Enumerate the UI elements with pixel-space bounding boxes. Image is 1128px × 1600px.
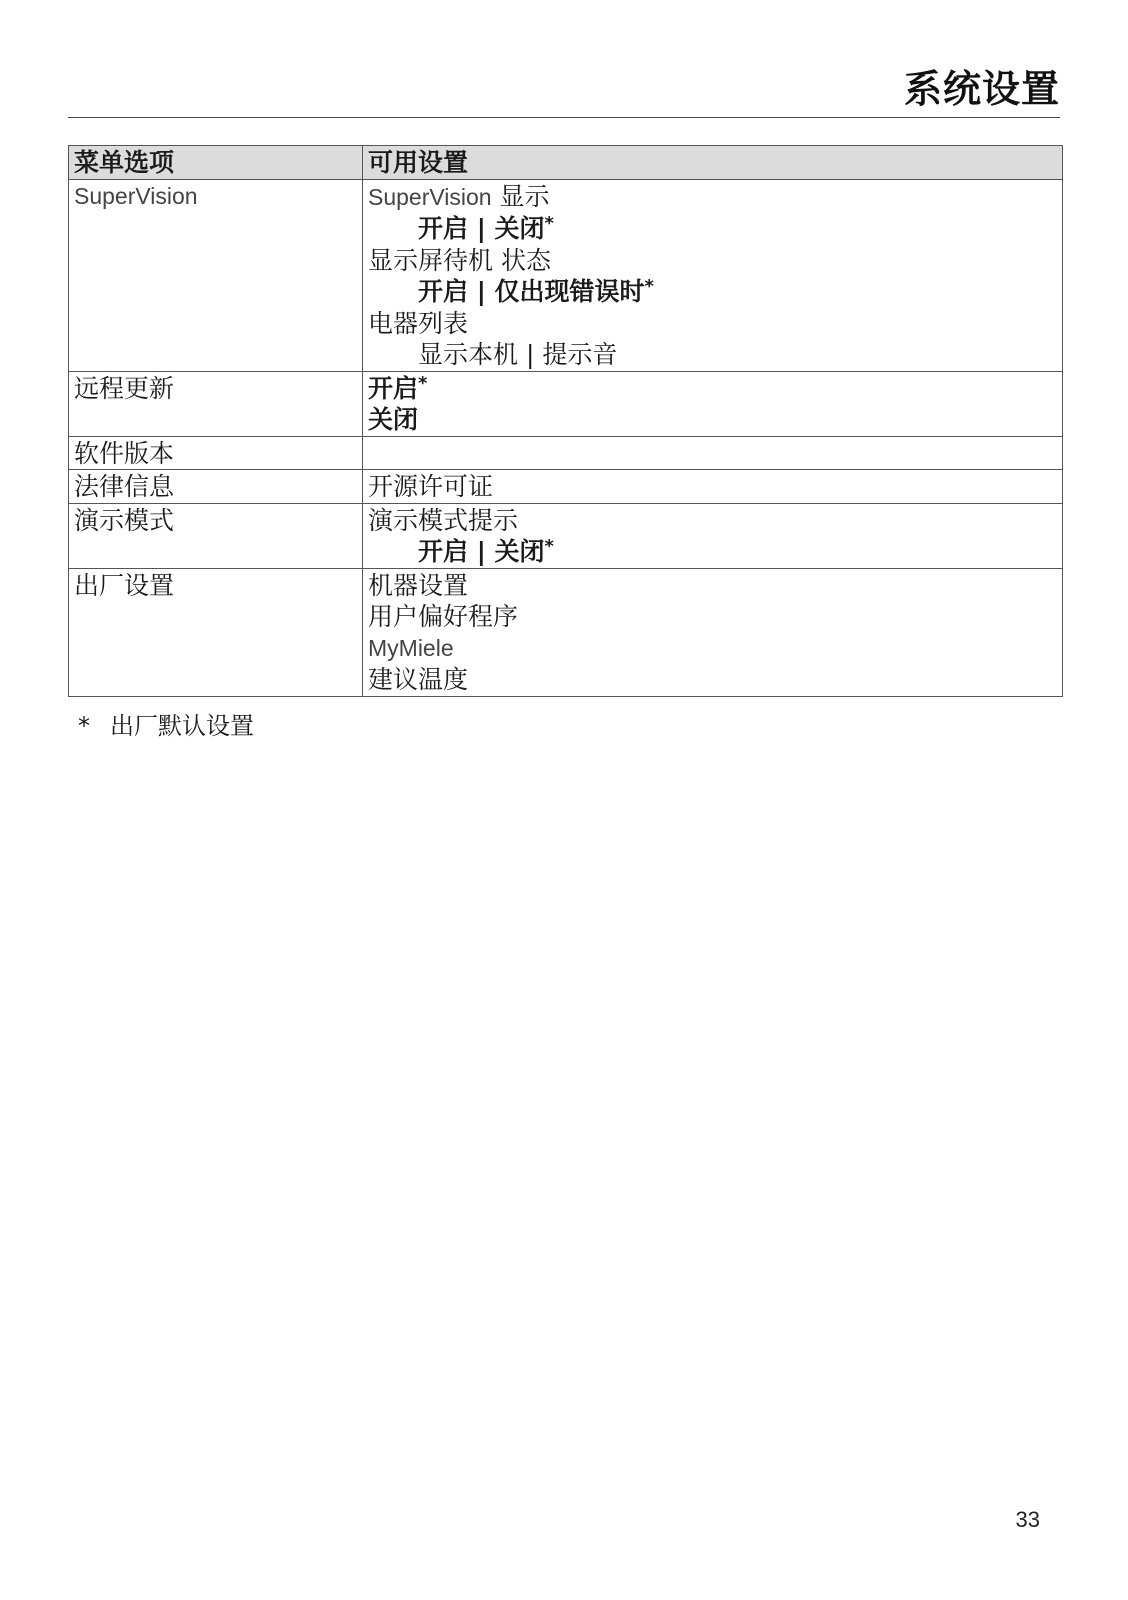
footnote-text: 出厂默认设置	[110, 712, 254, 740]
setting-line	[368, 404, 1057, 436]
footnote	[78, 706, 254, 741]
setting-line	[368, 536, 1057, 568]
table-row	[69, 470, 1063, 504]
setting-line	[368, 601, 1057, 633]
setting-line	[368, 633, 1057, 665]
settings-table	[68, 145, 1063, 697]
menu-cell	[69, 503, 363, 568]
setting-text: 显示屏待机 状态	[368, 245, 551, 275]
settings-cell	[363, 568, 1063, 696]
default-marker: *	[418, 372, 428, 394]
setting-text: 关闭	[368, 405, 419, 434]
setting-line	[368, 308, 1057, 340]
menu-cell	[69, 371, 363, 436]
page-number: 33	[1015, 1507, 1040, 1532]
setting-text: 电器列表	[368, 308, 469, 338]
title-divider	[68, 117, 1060, 118]
setting-text: 开启	[368, 373, 419, 403]
default-marker: *	[544, 213, 554, 234]
settings-cell	[363, 436, 1063, 470]
default-marker: *	[544, 536, 554, 557]
setting-line	[368, 373, 1057, 405]
setting-text: 演示模式提示	[368, 505, 519, 535]
setting-text: 机器设置	[368, 570, 469, 600]
setting-line	[368, 213, 1057, 245]
menu-label: 演示模式	[74, 505, 175, 535]
setting-line	[368, 245, 1057, 277]
setting-line	[368, 339, 1057, 371]
setting-line	[368, 181, 1057, 214]
menu-label: SuperVision	[74, 182, 198, 209]
setting-text: 开启 | 仅出现错误时	[418, 277, 645, 306]
settings-cell	[363, 503, 1063, 568]
header-menu-options: 菜单选项	[69, 146, 363, 180]
setting-line	[368, 505, 1057, 537]
setting-line	[368, 276, 1057, 308]
menu-cell	[69, 470, 363, 504]
setting-line	[368, 570, 1057, 602]
settings-cell	[363, 371, 1063, 436]
menu-label: 法律信息	[74, 472, 175, 501]
table-row	[69, 568, 1063, 696]
setting-text: 用户偏好程序	[368, 602, 519, 631]
setting-line	[368, 664, 1057, 696]
menu-cell	[69, 568, 363, 696]
setting-text: MyMiele	[368, 634, 454, 661]
default-marker: *	[644, 276, 654, 297]
setting-line	[368, 471, 1057, 503]
setting-prefix: SuperVision	[368, 183, 492, 210]
footnote-marker: *	[78, 712, 90, 740]
setting-text: 显示	[491, 181, 550, 211]
menu-label: 软件版本	[74, 438, 175, 468]
header-available-settings: 可用设置	[363, 146, 1063, 180]
table-row	[69, 371, 1063, 436]
setting-text: 开源许可证	[368, 472, 494, 501]
table-header-row	[69, 146, 1063, 180]
table-row	[69, 179, 1063, 371]
menu-cell	[69, 436, 363, 470]
page-title: 系统设置	[903, 67, 1060, 111]
setting-text: 显示本机 | 提示音	[418, 340, 618, 369]
settings-cell	[363, 179, 1063, 371]
table-row	[69, 503, 1063, 568]
menu-label: 远程更新	[74, 373, 175, 403]
menu-cell	[69, 179, 363, 371]
setting-text: 开启 | 关闭	[418, 537, 545, 566]
settings-cell	[363, 470, 1063, 504]
setting-text: 建议温度	[368, 665, 469, 694]
setting-text: 开启 | 关闭	[418, 214, 545, 243]
menu-label: 出厂设置	[74, 570, 175, 600]
table-row	[69, 436, 1063, 470]
